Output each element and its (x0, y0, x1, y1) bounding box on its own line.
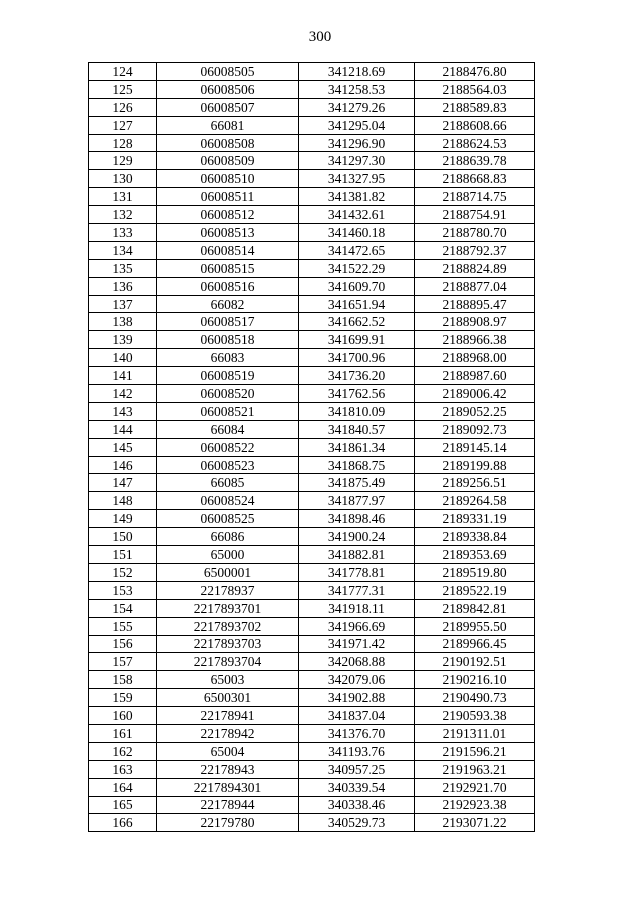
point-id-cell: 06008506 (157, 80, 299, 98)
point-id-cell: 66084 (157, 420, 299, 438)
point-id-cell: 66085 (157, 474, 299, 492)
table-row (89, 241, 535, 259)
x-coordinate-cell: 342079.06 (299, 671, 415, 689)
table-row (89, 420, 535, 438)
table-row (89, 778, 535, 796)
point-id-cell: 06008517 (157, 313, 299, 331)
y-coordinate-cell: 2188639.78 (415, 152, 535, 170)
row-index-cell: 136 (89, 277, 157, 295)
row-index-cell: 155 (89, 617, 157, 635)
table-row (89, 742, 535, 760)
x-coordinate-cell: 341327.95 (299, 170, 415, 188)
table-row (89, 385, 535, 403)
y-coordinate-cell: 2188589.83 (415, 98, 535, 116)
point-id-cell: 6500001 (157, 563, 299, 581)
point-id-cell: 06008516 (157, 277, 299, 295)
row-index-cell: 134 (89, 241, 157, 259)
y-coordinate-cell: 2189955.50 (415, 617, 535, 635)
table-row (89, 474, 535, 492)
y-coordinate-cell: 2189522.19 (415, 581, 535, 599)
table-row (89, 349, 535, 367)
x-coordinate-cell: 341218.69 (299, 63, 415, 81)
y-coordinate-cell: 2188966.38 (415, 331, 535, 349)
table-row (89, 224, 535, 242)
row-index-cell: 146 (89, 456, 157, 474)
row-index-cell: 147 (89, 474, 157, 492)
point-id-cell: 06008511 (157, 188, 299, 206)
table-row (89, 635, 535, 653)
y-coordinate-cell: 2189338.84 (415, 528, 535, 546)
y-coordinate-cell: 2189331.19 (415, 510, 535, 528)
x-coordinate-cell: 341868.75 (299, 456, 415, 474)
x-coordinate-cell: 341699.91 (299, 331, 415, 349)
table-row (89, 546, 535, 564)
x-coordinate-cell: 340339.54 (299, 778, 415, 796)
y-coordinate-cell: 2189145.14 (415, 438, 535, 456)
point-id-cell: 66086 (157, 528, 299, 546)
table-row (89, 599, 535, 617)
point-id-cell: 22179780 (157, 814, 299, 832)
point-id-cell: 2217893702 (157, 617, 299, 635)
row-index-cell: 154 (89, 599, 157, 617)
row-index-cell: 142 (89, 385, 157, 403)
y-coordinate-cell: 2192921.70 (415, 778, 535, 796)
y-coordinate-cell: 2189256.51 (415, 474, 535, 492)
x-coordinate-cell: 341971.42 (299, 635, 415, 653)
row-index-cell: 125 (89, 80, 157, 98)
point-id-cell: 06008520 (157, 385, 299, 403)
point-id-cell: 06008524 (157, 492, 299, 510)
point-id-cell: 65000 (157, 546, 299, 564)
table-row (89, 313, 535, 331)
row-index-cell: 166 (89, 814, 157, 832)
y-coordinate-cell: 2188624.53 (415, 134, 535, 152)
point-id-cell: 06008513 (157, 224, 299, 242)
table-row (89, 796, 535, 814)
x-coordinate-cell: 341777.31 (299, 581, 415, 599)
table-row (89, 116, 535, 134)
table-row (89, 367, 535, 385)
row-index-cell: 138 (89, 313, 157, 331)
y-coordinate-cell: 2188987.60 (415, 367, 535, 385)
x-coordinate-cell: 342068.88 (299, 653, 415, 671)
x-coordinate-cell: 341902.88 (299, 689, 415, 707)
point-id-cell: 06008509 (157, 152, 299, 170)
row-index-cell: 135 (89, 259, 157, 277)
table-row (89, 724, 535, 742)
row-index-cell: 131 (89, 188, 157, 206)
y-coordinate-cell: 2188608.66 (415, 116, 535, 134)
y-coordinate-cell: 2188908.97 (415, 313, 535, 331)
table-row (89, 707, 535, 725)
row-index-cell: 152 (89, 563, 157, 581)
x-coordinate-cell: 341700.96 (299, 349, 415, 367)
row-index-cell: 132 (89, 206, 157, 224)
row-index-cell: 162 (89, 742, 157, 760)
y-coordinate-cell: 2189966.45 (415, 635, 535, 653)
point-id-cell: 06008512 (157, 206, 299, 224)
y-coordinate-cell: 2188877.04 (415, 277, 535, 295)
x-coordinate-cell: 341432.61 (299, 206, 415, 224)
x-coordinate-cell: 341651.94 (299, 295, 415, 313)
y-coordinate-cell: 2188714.75 (415, 188, 535, 206)
point-id-cell: 06008515 (157, 259, 299, 277)
table-row (89, 277, 535, 295)
x-coordinate-cell: 341296.90 (299, 134, 415, 152)
row-index-cell: 143 (89, 402, 157, 420)
y-coordinate-cell: 2190593.38 (415, 707, 535, 725)
row-index-cell: 151 (89, 546, 157, 564)
row-index-cell: 156 (89, 635, 157, 653)
table-row (89, 438, 535, 456)
y-coordinate-cell: 2192923.38 (415, 796, 535, 814)
row-index-cell: 133 (89, 224, 157, 242)
y-coordinate-cell: 2189842.81 (415, 599, 535, 617)
point-id-cell: 06008505 (157, 63, 299, 81)
x-coordinate-cell: 341837.04 (299, 707, 415, 725)
y-coordinate-cell: 2190490.73 (415, 689, 535, 707)
x-coordinate-cell: 341861.34 (299, 438, 415, 456)
point-id-cell: 06008525 (157, 510, 299, 528)
x-coordinate-cell: 341662.52 (299, 313, 415, 331)
row-index-cell: 145 (89, 438, 157, 456)
row-index-cell: 164 (89, 778, 157, 796)
y-coordinate-cell: 2188895.47 (415, 295, 535, 313)
row-index-cell: 127 (89, 116, 157, 134)
point-id-cell: 2217894301 (157, 778, 299, 796)
x-coordinate-cell: 341966.69 (299, 617, 415, 635)
x-coordinate-cell: 341609.70 (299, 277, 415, 295)
table-row (89, 671, 535, 689)
y-coordinate-cell: 2191963.21 (415, 760, 535, 778)
row-index-cell: 137 (89, 295, 157, 313)
row-index-cell: 150 (89, 528, 157, 546)
table-row (89, 331, 535, 349)
table-row (89, 510, 535, 528)
row-index-cell: 148 (89, 492, 157, 510)
row-index-cell: 163 (89, 760, 157, 778)
table-row (89, 206, 535, 224)
x-coordinate-cell: 341297.30 (299, 152, 415, 170)
x-coordinate-cell: 340957.25 (299, 760, 415, 778)
x-coordinate-cell: 341522.29 (299, 259, 415, 277)
table-row (89, 63, 535, 81)
table-row (89, 402, 535, 420)
point-id-cell: 2217893704 (157, 653, 299, 671)
row-index-cell: 126 (89, 98, 157, 116)
table-row (89, 563, 535, 581)
point-id-cell: 22178943 (157, 760, 299, 778)
row-index-cell: 165 (89, 796, 157, 814)
x-coordinate-cell: 341381.82 (299, 188, 415, 206)
row-index-cell: 149 (89, 510, 157, 528)
y-coordinate-cell: 2190216.10 (415, 671, 535, 689)
x-coordinate-cell: 341900.24 (299, 528, 415, 546)
y-coordinate-cell: 2189052.25 (415, 402, 535, 420)
row-index-cell: 141 (89, 367, 157, 385)
x-coordinate-cell: 341840.57 (299, 420, 415, 438)
table-row (89, 492, 535, 510)
y-coordinate-cell: 2188968.00 (415, 349, 535, 367)
x-coordinate-cell: 341472.65 (299, 241, 415, 259)
row-index-cell: 160 (89, 707, 157, 725)
point-id-cell: 06008519 (157, 367, 299, 385)
y-coordinate-cell: 2193071.22 (415, 814, 535, 832)
table-row (89, 134, 535, 152)
y-coordinate-cell: 2188792.37 (415, 241, 535, 259)
x-coordinate-cell: 340338.46 (299, 796, 415, 814)
row-index-cell: 144 (89, 420, 157, 438)
coordinates-table-body (89, 63, 535, 832)
row-index-cell: 139 (89, 331, 157, 349)
x-coordinate-cell: 341376.70 (299, 724, 415, 742)
x-coordinate-cell: 340529.73 (299, 814, 415, 832)
y-coordinate-cell: 2188668.83 (415, 170, 535, 188)
x-coordinate-cell: 341875.49 (299, 474, 415, 492)
x-coordinate-cell: 341918.11 (299, 599, 415, 617)
page-number: 300 (308, 29, 332, 45)
point-id-cell: 65003 (157, 671, 299, 689)
table-row (89, 295, 535, 313)
table-row (89, 617, 535, 635)
x-coordinate-cell: 341877.97 (299, 492, 415, 510)
point-id-cell: 22178942 (157, 724, 299, 742)
point-id-cell: 22178937 (157, 581, 299, 599)
row-index-cell: 157 (89, 653, 157, 671)
row-index-cell: 140 (89, 349, 157, 367)
point-id-cell: 2217893701 (157, 599, 299, 617)
coordinates-table (88, 62, 535, 832)
point-id-cell: 06008514 (157, 241, 299, 259)
x-coordinate-cell: 341778.81 (299, 563, 415, 581)
row-index-cell: 124 (89, 63, 157, 81)
y-coordinate-cell: 2188754.91 (415, 206, 535, 224)
row-index-cell: 130 (89, 170, 157, 188)
table-row (89, 170, 535, 188)
y-coordinate-cell: 2188824.89 (415, 259, 535, 277)
table-row (89, 689, 535, 707)
y-coordinate-cell: 2188780.70 (415, 224, 535, 242)
point-id-cell: 06008523 (157, 456, 299, 474)
point-id-cell: 65004 (157, 742, 299, 760)
table-row (89, 528, 535, 546)
row-index-cell: 158 (89, 671, 157, 689)
y-coordinate-cell: 2189006.42 (415, 385, 535, 403)
point-id-cell: 66082 (157, 295, 299, 313)
y-coordinate-cell: 2188564.03 (415, 80, 535, 98)
point-id-cell: 06008507 (157, 98, 299, 116)
x-coordinate-cell: 341460.18 (299, 224, 415, 242)
table-row (89, 814, 535, 832)
x-coordinate-cell: 341193.76 (299, 742, 415, 760)
row-index-cell: 153 (89, 581, 157, 599)
y-coordinate-cell: 2189353.69 (415, 546, 535, 564)
table-row (89, 188, 535, 206)
x-coordinate-cell: 341295.04 (299, 116, 415, 134)
table-row (89, 653, 535, 671)
point-id-cell: 66081 (157, 116, 299, 134)
x-coordinate-cell: 341258.53 (299, 80, 415, 98)
y-coordinate-cell: 2189519.80 (415, 563, 535, 581)
point-id-cell: 2217893703 (157, 635, 299, 653)
table-row (89, 581, 535, 599)
y-coordinate-cell: 2191311.01 (415, 724, 535, 742)
row-index-cell: 159 (89, 689, 157, 707)
y-coordinate-cell: 2188476.80 (415, 63, 535, 81)
point-id-cell: 06008510 (157, 170, 299, 188)
table-row (89, 98, 535, 116)
row-index-cell: 161 (89, 724, 157, 742)
table-row (89, 152, 535, 170)
y-coordinate-cell: 2189092.73 (415, 420, 535, 438)
point-id-cell: 22178944 (157, 796, 299, 814)
point-id-cell: 06008518 (157, 331, 299, 349)
point-id-cell: 06008522 (157, 438, 299, 456)
x-coordinate-cell: 341898.46 (299, 510, 415, 528)
x-coordinate-cell: 341279.26 (299, 98, 415, 116)
table-row (89, 80, 535, 98)
y-coordinate-cell: 2189199.88 (415, 456, 535, 474)
table-row (89, 760, 535, 778)
y-coordinate-cell: 2189264.58 (415, 492, 535, 510)
y-coordinate-cell: 2190192.51 (415, 653, 535, 671)
point-id-cell: 66083 (157, 349, 299, 367)
row-index-cell: 129 (89, 152, 157, 170)
y-coordinate-cell: 2191596.21 (415, 742, 535, 760)
x-coordinate-cell: 341762.56 (299, 385, 415, 403)
point-id-cell: 06008521 (157, 402, 299, 420)
x-coordinate-cell: 341810.09 (299, 402, 415, 420)
point-id-cell: 22178941 (157, 707, 299, 725)
table-row (89, 456, 535, 474)
table-row (89, 259, 535, 277)
x-coordinate-cell: 341882.81 (299, 546, 415, 564)
point-id-cell: 6500301 (157, 689, 299, 707)
point-id-cell: 06008508 (157, 134, 299, 152)
x-coordinate-cell: 341736.20 (299, 367, 415, 385)
row-index-cell: 128 (89, 134, 157, 152)
